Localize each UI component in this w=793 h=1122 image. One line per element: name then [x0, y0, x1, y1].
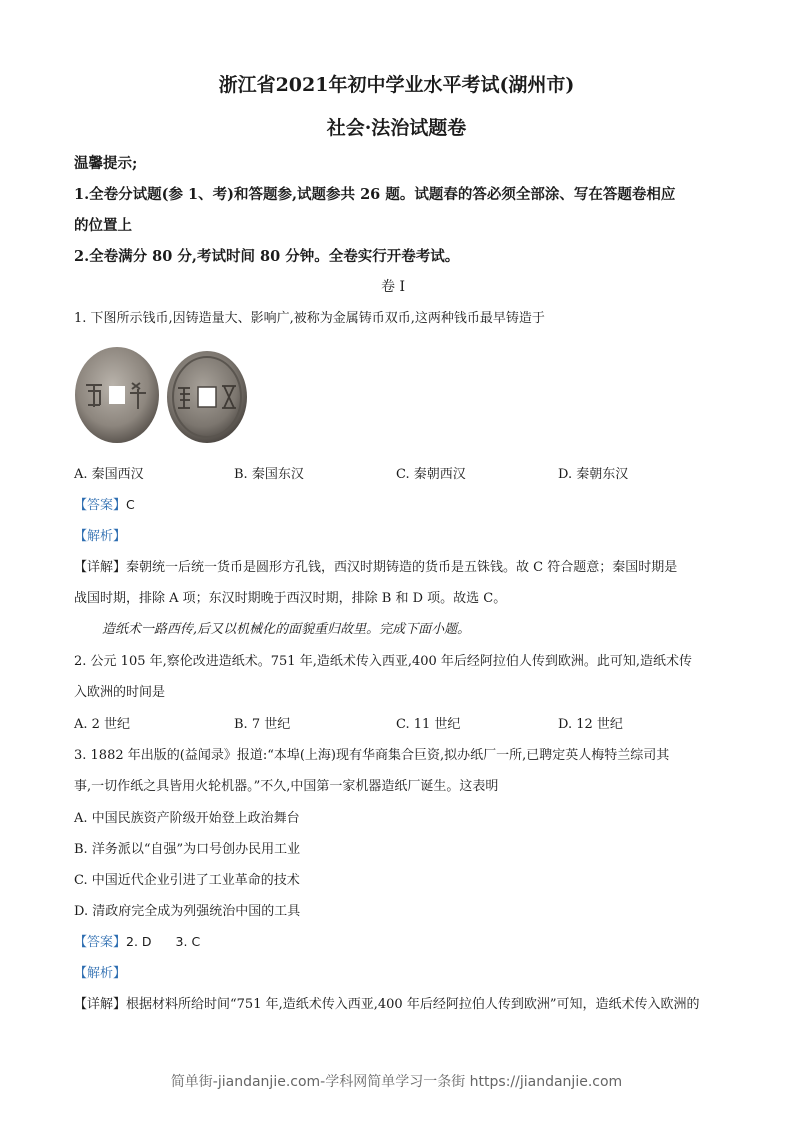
q2-option-d: D. 12 世纪: [558, 717, 623, 732]
q1-detail-line-2: 战国时期，排除 A 项；东汉时期晚于西汉时期，排除 B 和 D 项。故选 C。: [74, 591, 507, 606]
answer-tag: 【答案】: [74, 935, 127, 950]
answer-tag: 【答案】: [74, 498, 127, 513]
exam-subtitle: 社会·法治试题卷: [326, 117, 467, 139]
notice-item-1-cont: 的位置上: [74, 217, 132, 234]
q1-answer: C: [126, 497, 135, 512]
q2-option-b: B. 7 世纪: [234, 717, 291, 732]
notice-item-2: 2.全卷满分 80 分,考试时间 80 分钟。全卷实行开卷考试。: [74, 248, 460, 265]
q1-answer-row: [74, 494, 135, 513]
material-text: 造纸术一路西传,后又以机械化的面貌重归故里。完成下面小题。: [102, 622, 471, 637]
q1-option-a: A. 秦国西汉: [74, 467, 144, 482]
q1-option-b: B. 秦国东汉: [234, 467, 304, 482]
q3-answer: 3. C: [175, 934, 201, 949]
exam-title: 浙江省2021年初中学业水平考试(湖州市): [218, 74, 575, 96]
q1-stem: 1. 下图所示钱币,因铸造量大、影响广,被称为金属铸币双币,这两种钱币最早铸造于: [74, 311, 545, 326]
detail-tag: 【详解】: [74, 560, 127, 575]
section-label: 卷 I: [381, 279, 405, 295]
q23-answer-row: [74, 931, 200, 950]
q1-option-c: C. 秦朝西汉: [396, 467, 466, 482]
q2-stem-line-2: 入欧洲的时间是: [74, 685, 166, 700]
q2-answer: 2. D: [126, 934, 152, 949]
detail-tag: 【详解】: [74, 997, 127, 1012]
q23-detail-text: 根据材料所给时间“751 年,造纸术传入西亚,400 年后经阿拉伯人传到欧洲”可知，造纸术传入欧洲的: [126, 997, 700, 1012]
q3-option-b: B. 洋务派以“自强”为口号创办民用工业: [74, 842, 301, 857]
q3-option-c: C. 中国近代企业引进了工业革命的技术: [74, 873, 300, 888]
q1-detail-text: 秦朝统一后统一货币是圆形方孔钱，西汉时期铸造的货币是五铢钱。故 C 符合题意；秦国时期是: [126, 560, 678, 575]
q1-detail-line-1: [74, 556, 677, 575]
q3-stem-line-2: 事,一切作纸之具皆用火轮机器。”不久,中国第一家机器造纸厂诞生。这表明: [74, 779, 499, 794]
notice-heading: 温馨提示;: [74, 155, 138, 172]
q23-analysis-tag: 【解析】: [74, 966, 127, 981]
notice-item-1: 1.全卷分试题(参 1、考)和答题参,试题参共 26 题。试题春的答必须全部涂、写在答题卷相应: [74, 186, 676, 203]
q3-option-a: A. 中国民族资产阶级开始登上政治舞台: [74, 811, 300, 826]
q1-option-d: D. 秦朝东汉: [558, 467, 629, 482]
banliang-coin-image: [74, 345, 160, 445]
q1-analysis-tag: 【解析】: [74, 529, 127, 544]
q23-detail-line-1: [74, 993, 699, 1012]
page-footer: 简单街-jiandanjie.com-学科网简单学习一条街 https://jiandanjie.com: [170, 1074, 623, 1090]
q3-option-d: D. 清政府完全成为列强统治中国的工具: [74, 904, 301, 919]
q2-option-a: A. 2 世纪: [74, 717, 131, 732]
q2-stem-line-1: 2. 公元 105 年,察伦改进造纸术。751 年,造纸术传入西亚,400 年后经阿拉伯人传到欧洲。此可知,造纸术传: [74, 654, 693, 669]
wuzhu-coin-image: [166, 350, 248, 444]
q2-option-c: C. 11 世纪: [396, 717, 461, 732]
q3-stem-line-1: 3. 1882 年出版的(益闻录》报道:“本埠(上海)现有华商集合巨资,拟办纸厂一所,已聘定英人梅特兰综司其: [74, 748, 670, 763]
